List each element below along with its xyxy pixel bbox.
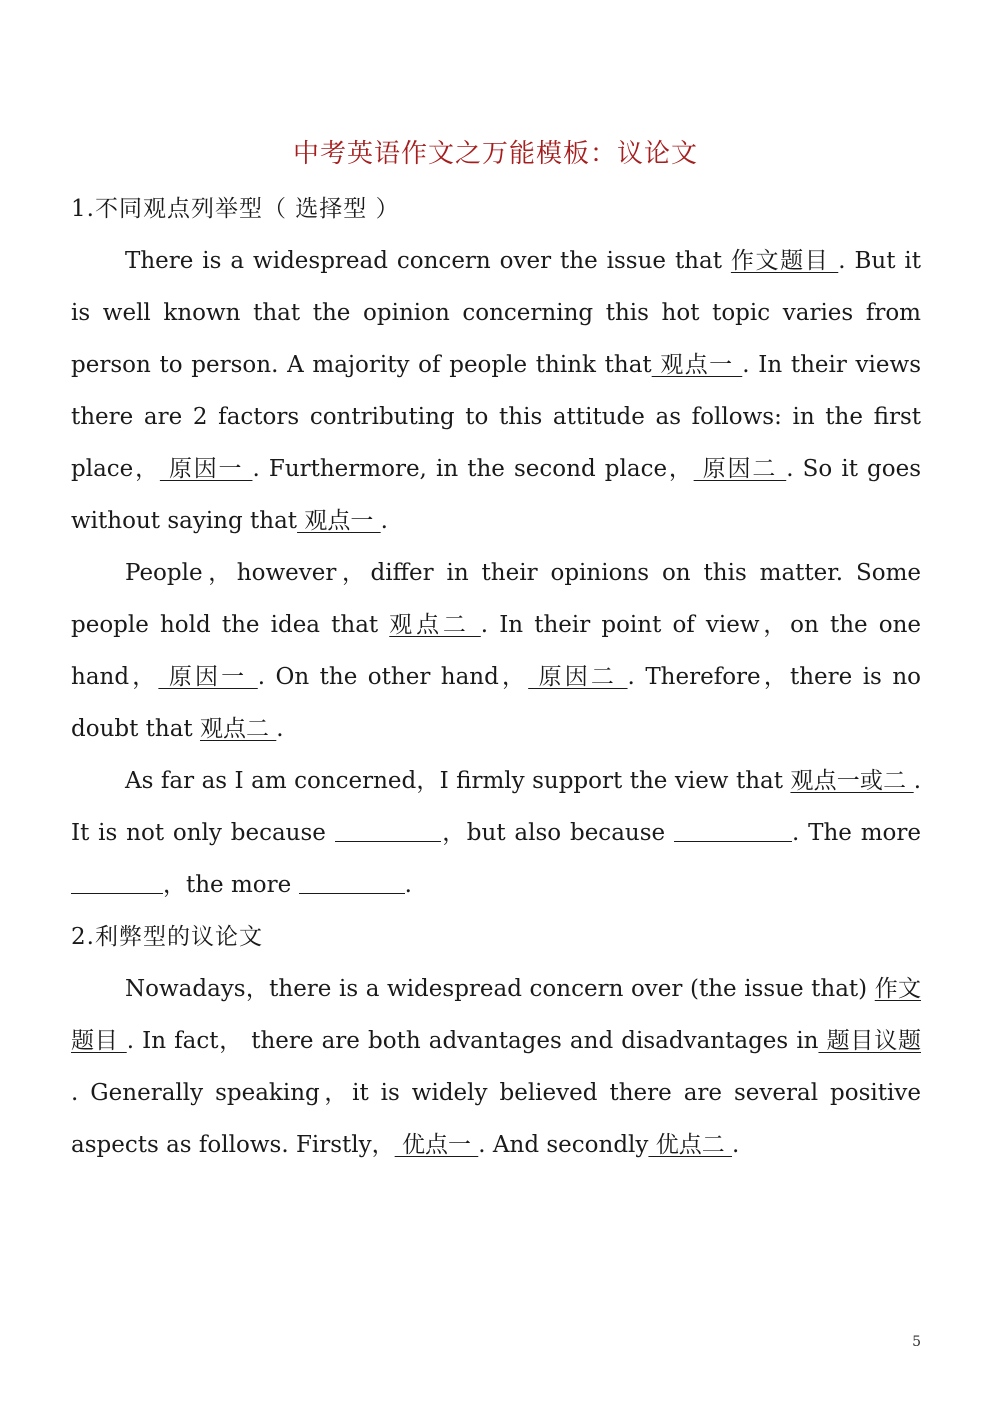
text-span: . And secondly (478, 1132, 649, 1158)
text-span: . Furthermore, in the second place， (252, 456, 694, 482)
text-span: . On the other hand， (257, 664, 529, 690)
text-span: . The more (791, 820, 921, 846)
text-span: ，the more (163, 872, 299, 898)
fill-blank: 原因二 (693, 456, 787, 482)
text-span: . So it goes without saying that (71, 456, 922, 534)
text-span: . In fact， there are both advantages and disadvantages in (126, 1028, 819, 1054)
fill-blank: 观点二 (389, 612, 481, 638)
empty-blank (674, 817, 792, 842)
text-span: . In their views there are 2 factors contributing to this attitude as follows: in the first place， (71, 352, 922, 482)
text-span: . Generally speaking，it is widely believed there are several positive aspects as follows. Firstly， (71, 1080, 921, 1158)
fill-blank: 优点二 (648, 1132, 733, 1158)
fill-blank: 观点二 (199, 716, 277, 742)
section2-paragraph1 (71, 963, 921, 1171)
fill-blank: 观点一或二 (790, 768, 914, 794)
section1-paragraph3 (71, 755, 921, 911)
fill-blank: 原因一 (159, 456, 253, 482)
empty-blank (71, 869, 163, 894)
section1-heading: 1.不同观点列举型（ 选择型 ） (71, 196, 400, 222)
text-span: . Therefore，there is no doubt that (71, 664, 921, 742)
text-span: There is a widespread concern over the issue that (125, 248, 731, 274)
fill-blank: 作文题目 (71, 976, 922, 1054)
fill-blank: 观点一 (651, 352, 743, 378)
fill-blank: 观点一 (297, 508, 381, 534)
fill-blank: 原因二 (528, 664, 628, 690)
text-span: As far as I am concerned，I firmly support the view that (125, 768, 791, 794)
text-span: . But it is well known that the opinion concerning this hot topic varies from person to person. A majority of people think that (71, 248, 922, 378)
text-span: . In their point of view，on the one hand， (71, 612, 922, 690)
section1-paragraph1 (71, 235, 921, 547)
text-span: . (404, 872, 412, 898)
empty-blank (335, 817, 441, 842)
fill-blank: 原因一 (158, 664, 258, 690)
section1-paragraph2 (71, 547, 921, 755)
text-span: Nowadays，there is a widespread concern over (the issue that) (125, 976, 875, 1002)
fill-blank: 题目议题 (818, 1028, 921, 1054)
text-span: People，however，differ in their opinions on this matter. Some people hold the idea that (71, 560, 921, 638)
fill-blank: 优点一 (394, 1132, 479, 1158)
text-span: . (276, 716, 284, 742)
text-span: ，but also because (440, 820, 674, 846)
text-span: . (380, 508, 388, 534)
section2-heading: 2.利弊型的议论文 (71, 924, 263, 950)
document-title: 中考英语作文之万能模板：议论文 (292, 139, 698, 169)
text-span: . It is not only because (71, 768, 921, 846)
empty-blank (299, 869, 405, 894)
text-span: . (732, 1132, 740, 1158)
fill-blank: 作文题目 (730, 248, 839, 274)
document-body (71, 183, 921, 1171)
page-number: 5 (912, 1334, 921, 1350)
